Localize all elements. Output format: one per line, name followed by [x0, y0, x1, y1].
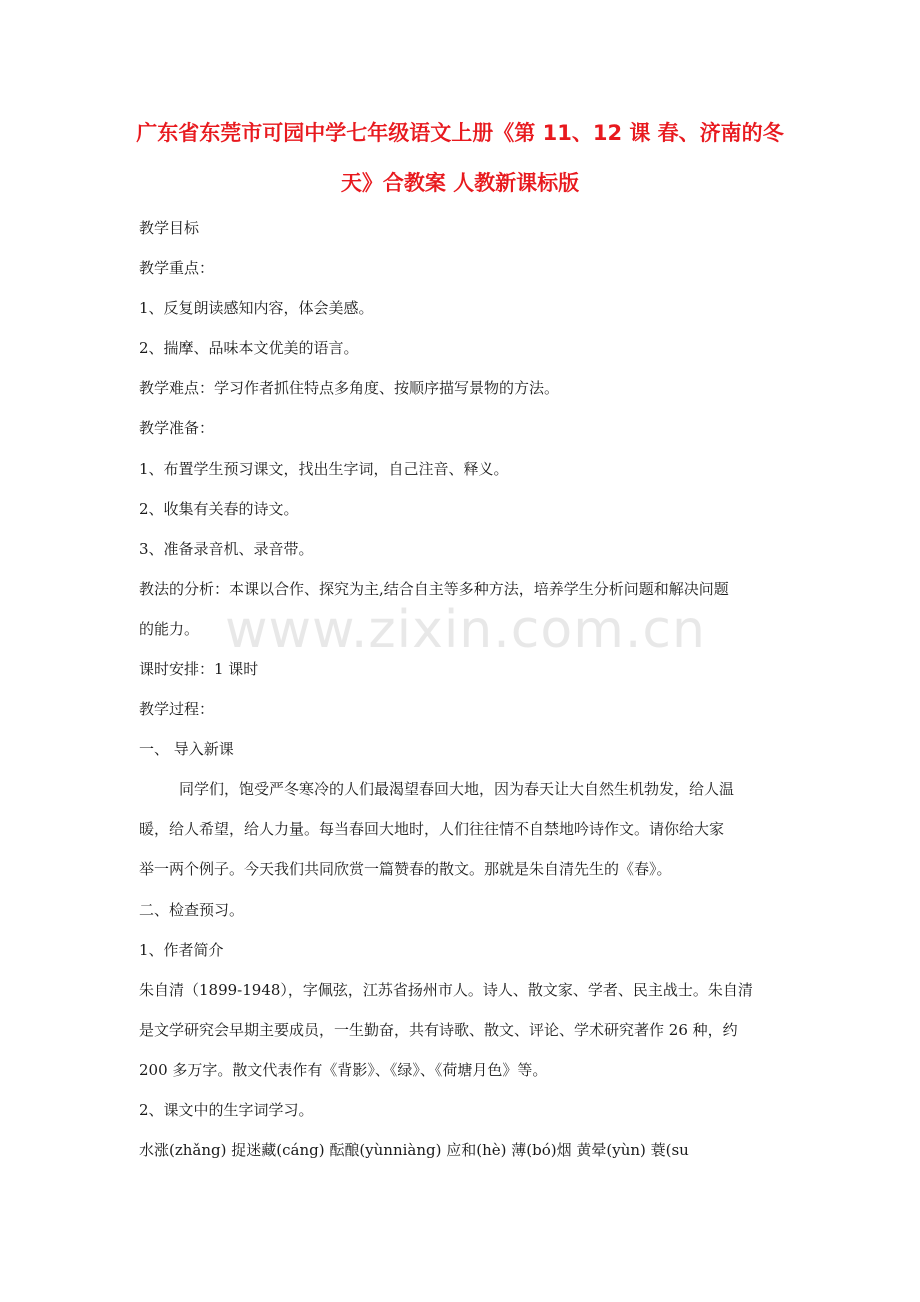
document-title-line-2: 天》合教案 人教新课标版	[340, 171, 580, 195]
vocabulary-list: 水涨(zhǎng) 捉迷藏(cáng) 酝酿(yùnniàng) 应和(hè) 薄(bó)烟 黄晕(yùn) 蓑(su	[139, 1141, 689, 1159]
paragraph: 1、反复朗读感知内容，体会美感。	[139, 299, 374, 317]
document-title-line-1: 广东省东莞市可园中学七年级语文上册《第 11、12 课 春、济南的冬	[136, 121, 784, 145]
paragraph-method: 教法的分析：本课以合作、探究为主,结合自主等多种方法，培养学生分析问题和解决问题	[139, 580, 729, 598]
paragraph-vocab-heading: 2、课文中的生字词学习。	[139, 1101, 314, 1119]
paragraph-author-cont: 200 多万字。散文代表作有《背影》、《绿》、《荷塘月色》等。	[139, 1061, 548, 1079]
paragraph-author-heading: 1、作者简介	[139, 941, 224, 959]
paragraph-method-cont: 的能力。	[139, 620, 200, 638]
subsection-heading-preview: 二、检查预习。	[139, 901, 245, 919]
paragraph: 2、收集有关春的诗文。	[139, 500, 299, 518]
paragraph: 3、准备录音机、录音带。	[139, 540, 314, 558]
section-heading-objectives: 教学目标	[139, 219, 200, 237]
paragraph: 2、揣摩、品味本文优美的语言。	[139, 339, 359, 357]
paragraph-author: 朱自清（1899-1948），字佩弦，江苏省扬州市人。诗人、散文家、学者、民主战士。朱自清	[139, 981, 753, 999]
subsection-heading-intro: 一、 导入新课	[139, 740, 234, 758]
section-heading-preparation: 教学准备：	[139, 419, 215, 437]
section-heading-process: 教学过程：	[139, 700, 215, 718]
section-heading-key-points: 教学重点：	[139, 259, 215, 277]
paragraph-intro-cont: 举一两个例子。今天我们共同欣赏一篇赞春的散文。那就是朱自清先生的《春》。	[139, 860, 672, 878]
paragraph: 1、布置学生预习课文，找出生字词，自己注音、释义。	[139, 460, 509, 478]
watermark: www.zixin.com.cn	[225, 600, 706, 660]
paragraph-intro: 同学们，饱受严冬寒冷的人们最渴望春回大地，因为春天让大自然生机勃发，给人温	[179, 780, 735, 798]
paragraph-intro-cont: 暖，给人希望，给人力量。每当春回大地时，人们往往情不自禁地吟诗作文。请你给大家	[139, 820, 725, 838]
paragraph-difficulties: 教学难点：学习作者抓住特点多角度、按顺序描写景物的方法。	[139, 379, 560, 397]
paragraph-author-cont: 是文学研究会早期主要成员，一生勤奋，共有诗歌、散文、评论、学术研究著作 26 种，约	[139, 1021, 738, 1039]
paragraph-schedule: 课时安排：1 课时	[139, 660, 259, 678]
